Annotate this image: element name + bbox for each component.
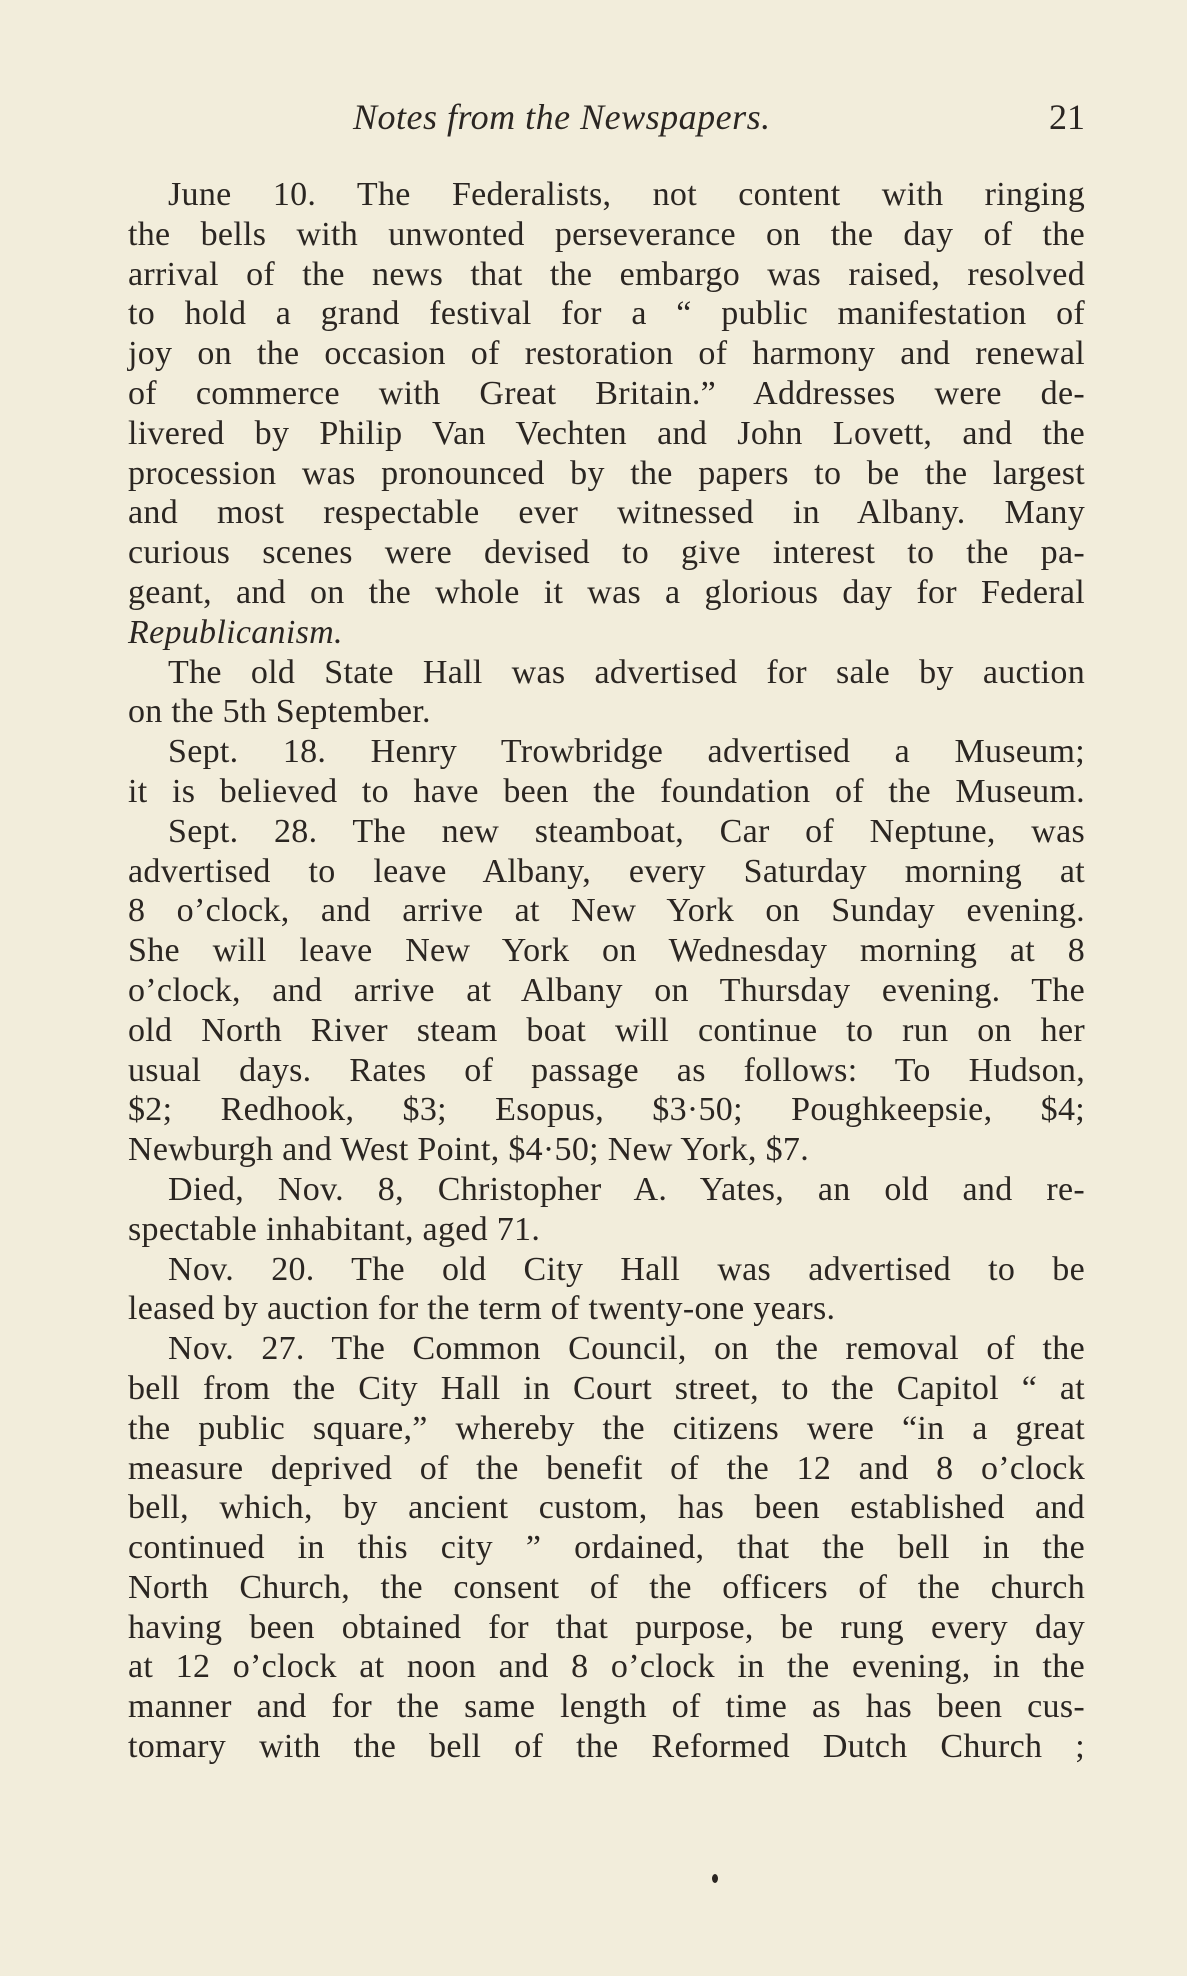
text-line: the bells with unwonted perseverance on the day of the [128, 215, 1085, 253]
text-line: curious scenes were devised to give interest to the pa- [128, 534, 1085, 572]
text-line: advertised to leave Albany, every Saturday morning at [128, 852, 1085, 890]
paragraph-died-nov-8 [88, 1170, 1085, 1250]
text-line: o’clock, and arrive at Albany on Thursday evening. The [128, 971, 1085, 1009]
text-line: of commerce with Great Britain.” Addresses were de- [128, 374, 1085, 412]
text-line: Sept. 18. Henry Trowbridge advertised a Museum; [168, 733, 1085, 771]
text-line: geant, and on the whole it was a glorious day for Federal [128, 573, 1085, 611]
text-line: arrival of the news that the embargo was raised, resolved [128, 255, 1085, 293]
paragraph-sept-18 [88, 732, 1085, 812]
text-line: measure deprived of the benefit of the 12 and 8 o’clock [128, 1449, 1085, 1487]
text-line: livered by Philip Van Vechten and John Lovett, and the [128, 414, 1085, 452]
paragraph-nov-20 [88, 1250, 1085, 1330]
text-line: to hold a grand festival for a “ public manifestation of [128, 295, 1085, 333]
text-line: old North River steam boat will continue to run on her [128, 1011, 1085, 1049]
text-line: leased by auction for the term of twenty-one years. [128, 1290, 836, 1328]
text-line: spectable inhabitant, aged 71. [128, 1210, 541, 1248]
text-line: manner and for the same length of time as has been cus- [128, 1688, 1085, 1726]
text-line: the public square,” whereby the citizens were “in a great [128, 1409, 1085, 1447]
text-line: Republicanism. [128, 613, 343, 651]
text-line: at 12 o’clock at noon and 8 o’clock in the evening, in the [128, 1648, 1085, 1686]
paragraph-nov-27 [88, 1329, 1085, 1767]
page-header [88, 96, 1085, 146]
text-line: Nov. 20. The old City Hall was advertised to be [168, 1250, 1085, 1288]
text-line: bell from the City Hall in Court street, to the Capitol “ at [128, 1369, 1085, 1407]
text-line: continued in this city ” ordained, that the bell in the [128, 1529, 1085, 1567]
text-line: procession was pronounced by the papers to be the largest [128, 454, 1085, 492]
text-line: Newburgh and West Point, $4·50; New York, $7. [128, 1131, 809, 1169]
text-line: usual days. Rates of passage as follows: To Hudson, [128, 1051, 1085, 1089]
text-line: Nov. 27. The Common Council, on the removal of the [168, 1330, 1085, 1368]
text-line: $2; Redhook, $3; Esopus, $3·50; Poughkeepsie, $4; [128, 1091, 1085, 1129]
text-line: having been obtained for that purpose, be rung every day [128, 1608, 1085, 1646]
paragraph-june-10 [88, 175, 1085, 653]
text-line: June 10. The Federalists, not content with ringing [168, 176, 1085, 213]
text-line: North Church, the consent of the officers of the church [128, 1568, 1085, 1606]
printer-mark [712, 1874, 718, 1883]
text-line: She will leave New York on Wednesday morning at 8 [128, 932, 1085, 970]
text-line: Sept. 28. The new steamboat, Car of Neptune, was [168, 812, 1085, 850]
paragraph-state-hall [88, 653, 1085, 733]
text-line: joy on the occasion of restoration of harmony and renewal [128, 335, 1085, 373]
text-line: tomary with the bell of the Reformed Dutch Church ; [128, 1728, 1085, 1766]
page-number: 21 [1049, 97, 1085, 137]
text-line: The old State Hall was advertised for sale by auction [168, 653, 1085, 691]
text-line: 8 o’clock, and arrive at New York on Sunday evening. [128, 892, 1085, 930]
text-line: Died, Nov. 8, Christopher A. Yates, an old and re- [168, 1170, 1085, 1208]
text-line: on the 5th September. [128, 693, 431, 731]
text-line: it is believed to have been the foundation of the Museum. [128, 772, 1085, 810]
text-line: and most respectable ever witnessed in Albany. Many [128, 494, 1085, 532]
text-line: bell, which, by ancient custom, has been established and [128, 1489, 1085, 1527]
paragraph-sept-28 [88, 812, 1085, 1170]
running-title: Notes from the Newspapers. [353, 97, 771, 137]
body-text [88, 175, 1085, 1767]
